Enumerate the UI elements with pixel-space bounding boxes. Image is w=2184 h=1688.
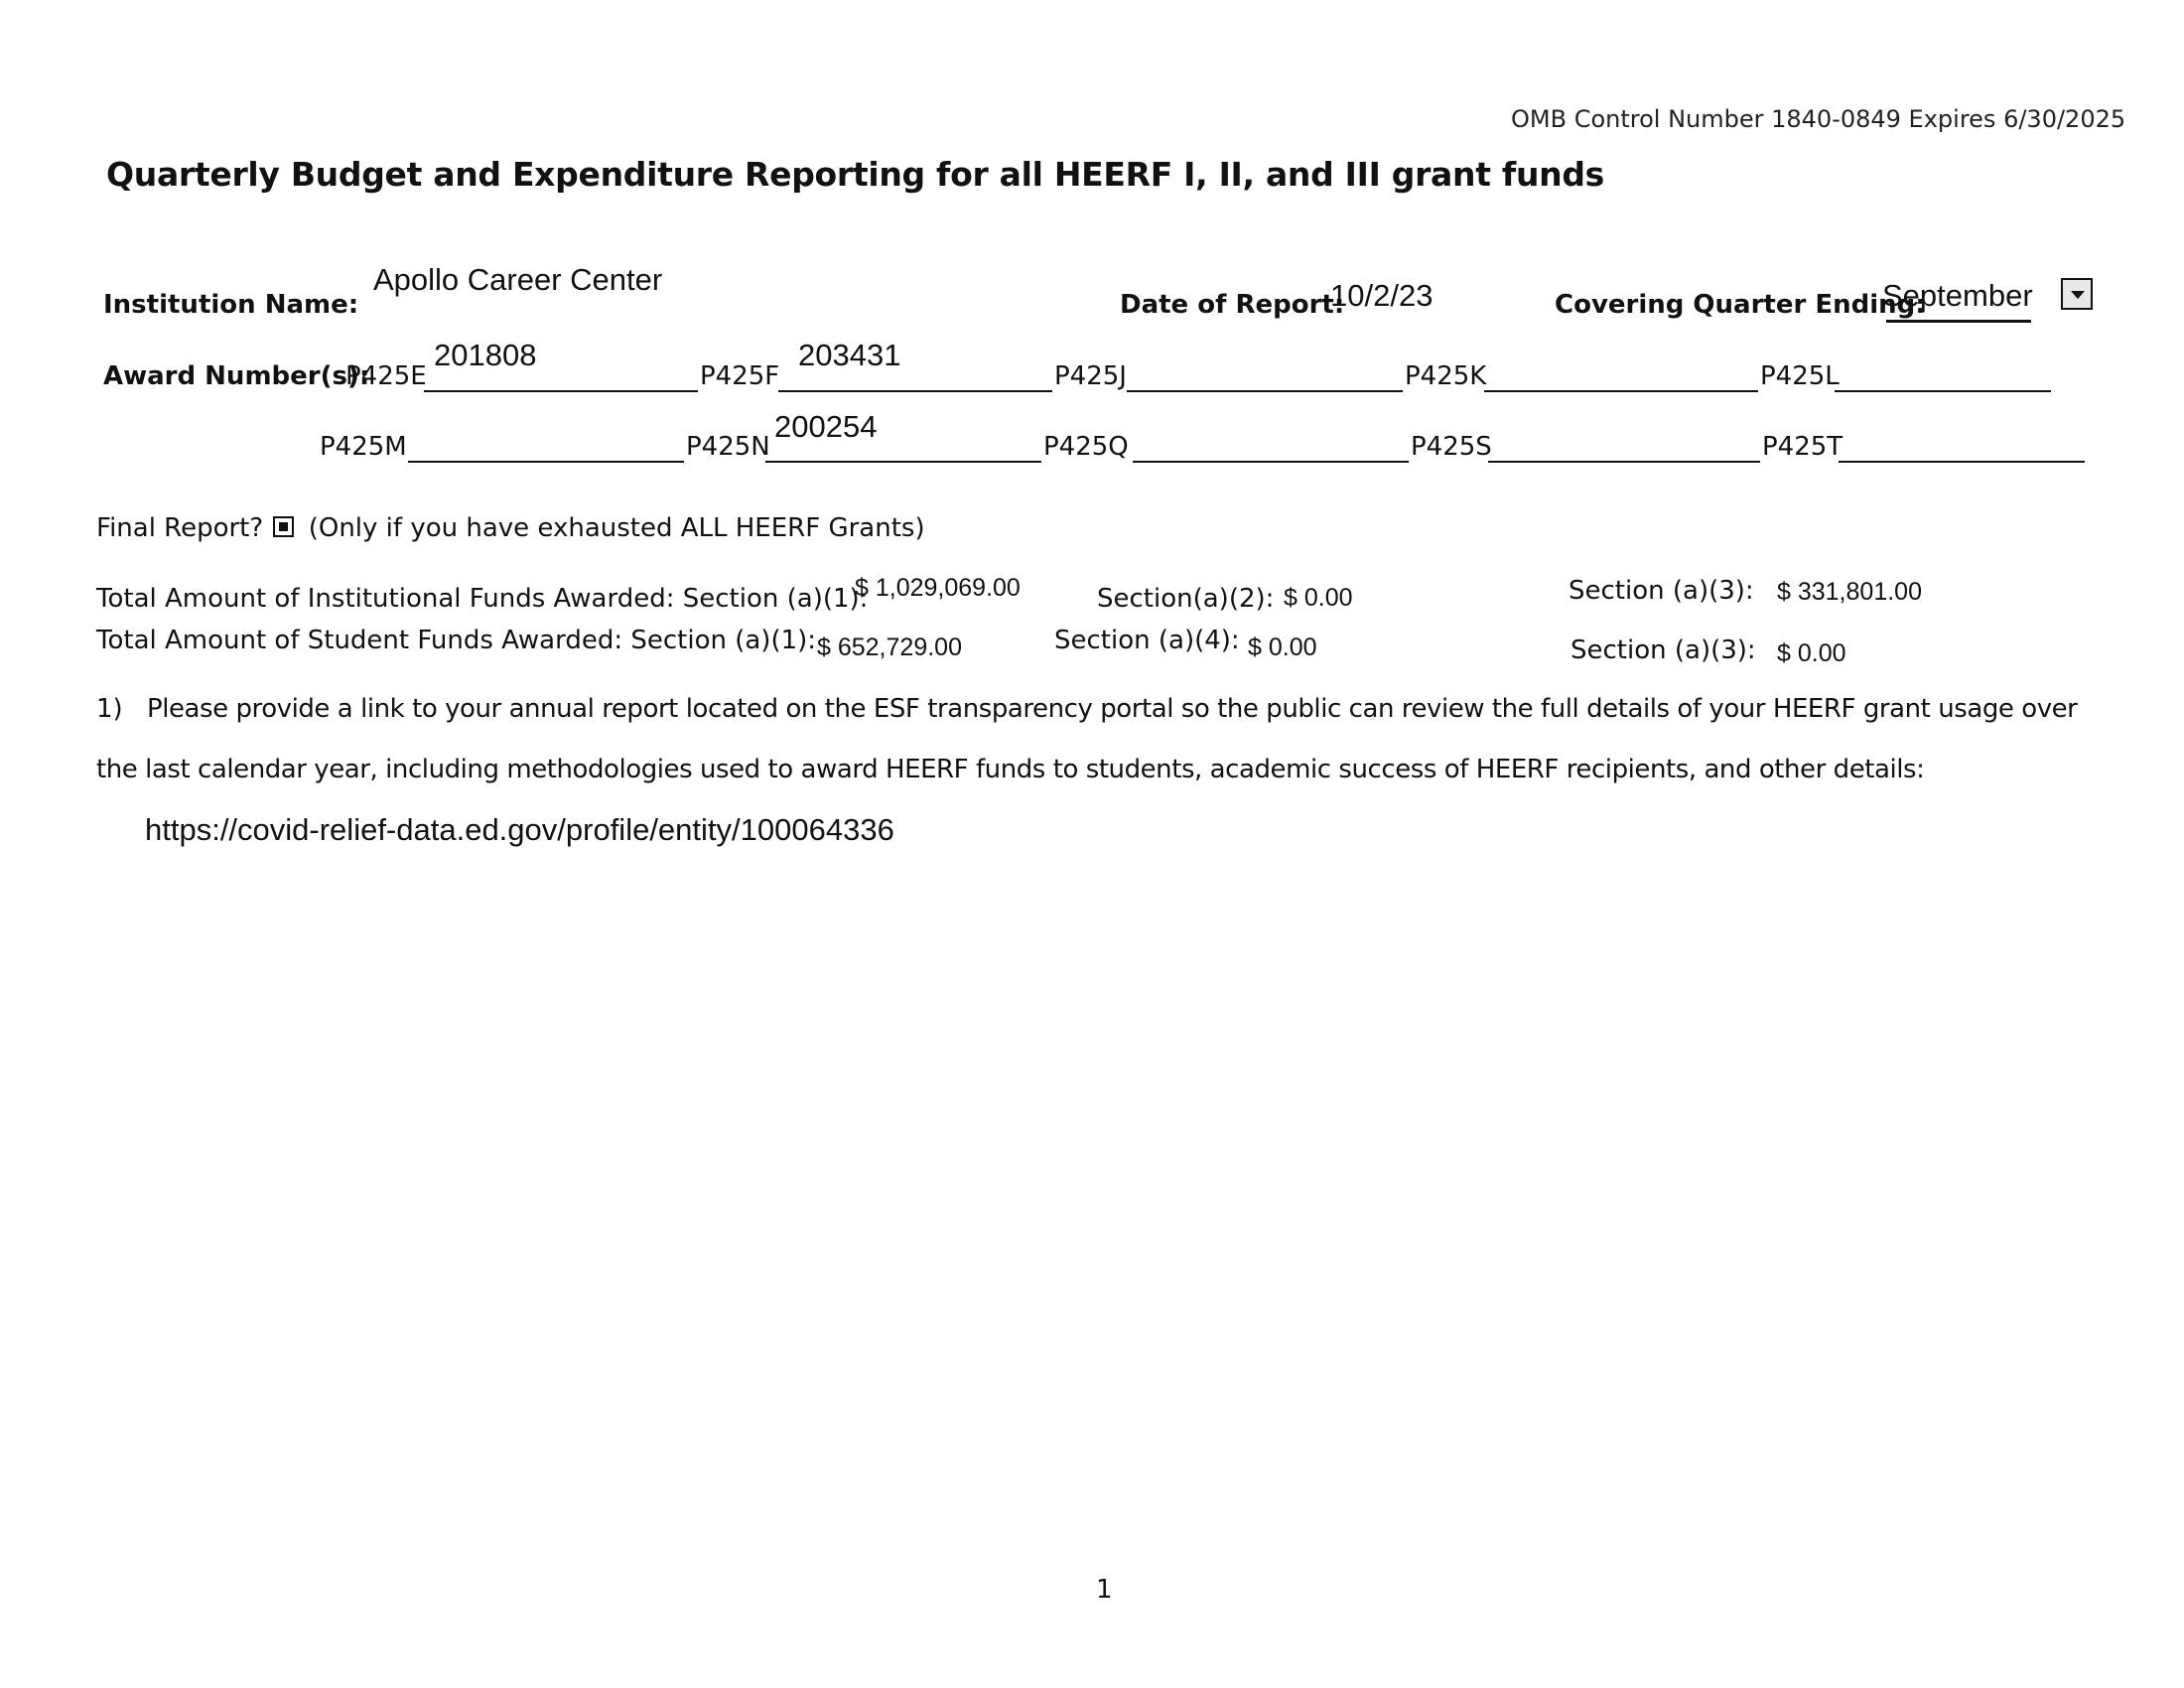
institutional-a2-label: Section(a)(2): <box>1097 584 1275 614</box>
omb-control-number: OMB Control Number 1840-0849 Expires 6/30/2025 <box>1511 105 2126 133</box>
covering-quarter-underline <box>1886 320 2031 323</box>
award-code-p425s: P425S <box>1411 432 1492 462</box>
covering-quarter-select[interactable]: September <box>1882 278 2033 313</box>
student-a4-label: Section (a)(4): <box>1054 626 1240 655</box>
award-underline <box>1839 461 2085 463</box>
award-underline <box>765 461 1041 463</box>
final-report-row <box>96 513 925 543</box>
student-a3-field[interactable]: $ 0.00 <box>1777 639 1846 667</box>
page-number: 1 <box>1096 1575 1113 1605</box>
award-field-p425e[interactable]: 201808 <box>434 338 537 372</box>
award-underline <box>1133 461 1409 463</box>
institutional-funds-label: Total Amount of Institutional Funds Awarded: Section (a)(1): <box>96 584 869 614</box>
date-of-report-label: Date of Report: <box>1120 290 1345 320</box>
question-1-number: 1) <box>96 694 123 724</box>
award-field-p425n[interactable]: 200254 <box>774 409 878 444</box>
award-code-p425n: P425N <box>686 432 770 462</box>
award-underline <box>1484 390 1758 392</box>
award-code-p425f: P425F <box>700 361 780 391</box>
award-code-p425k: P425K <box>1405 361 1487 391</box>
final-report-label: Final Report? <box>96 513 264 543</box>
institution-name-field[interactable]: Apollo Career Center <box>373 262 663 297</box>
award-code-p425q: P425Q <box>1043 432 1129 462</box>
institutional-a1-field[interactable]: $ 1,029,069.00 <box>855 574 1021 602</box>
award-numbers-label: Award Number(s): <box>103 361 370 391</box>
student-a3-label: Section (a)(3): <box>1570 635 1756 665</box>
award-code-p425e: P425E <box>345 361 427 391</box>
institutional-a2-field[interactable]: $ 0.00 <box>1284 584 1353 612</box>
institutional-a3-label: Section (a)(3): <box>1569 576 1754 606</box>
institutional-a3-field[interactable]: $ 331,801.00 <box>1777 578 1922 606</box>
question-1-answer-field[interactable]: https://covid-relief-data.ed.gov/profile/entity/100064336 <box>145 812 894 847</box>
student-a4-field[interactable]: $ 0.00 <box>1248 633 1317 661</box>
award-code-p425t: P425T <box>1762 432 1843 462</box>
student-a1-field[interactable]: $ 652,729.00 <box>817 633 962 661</box>
institution-name-label: Institution Name: <box>103 290 359 320</box>
award-underline <box>1127 390 1403 392</box>
chevron-down-icon[interactable] <box>2061 278 2093 310</box>
award-code-p425l: P425L <box>1760 361 1840 391</box>
award-underline <box>1835 390 2051 392</box>
award-underline <box>1488 461 1760 463</box>
page-title: Quarterly Budget and Expenditure Reporting for all HEERF I, II, and III grant funds <box>106 155 1604 194</box>
award-underline <box>778 390 1052 392</box>
award-underline <box>408 461 684 463</box>
question-1-line2: the last calendar year, including methodologies used to award HEERF funds to students, academic success of HEERF recipients, and other details: <box>96 755 1925 784</box>
award-code-p425j: P425J <box>1054 361 1127 391</box>
covering-quarter-label: Covering Quarter Ending: <box>1555 290 1926 320</box>
final-report-checkbox[interactable] <box>273 516 294 537</box>
final-report-note: (Only if you have exhausted ALL HEERF Grants) <box>308 513 925 543</box>
date-of-report-field[interactable]: 10/2/23 <box>1330 278 1433 313</box>
award-code-p425m: P425M <box>320 432 407 462</box>
award-field-p425f[interactable]: 203431 <box>798 338 901 372</box>
student-funds-label: Total Amount of Student Funds Awarded: Section (a)(1): <box>96 626 817 655</box>
award-underline <box>424 390 698 392</box>
question-1-line1: Please provide a link to your annual report located on the ESF transparency portal so the public can review the full details of your HEERF grant usage over <box>147 694 2078 724</box>
